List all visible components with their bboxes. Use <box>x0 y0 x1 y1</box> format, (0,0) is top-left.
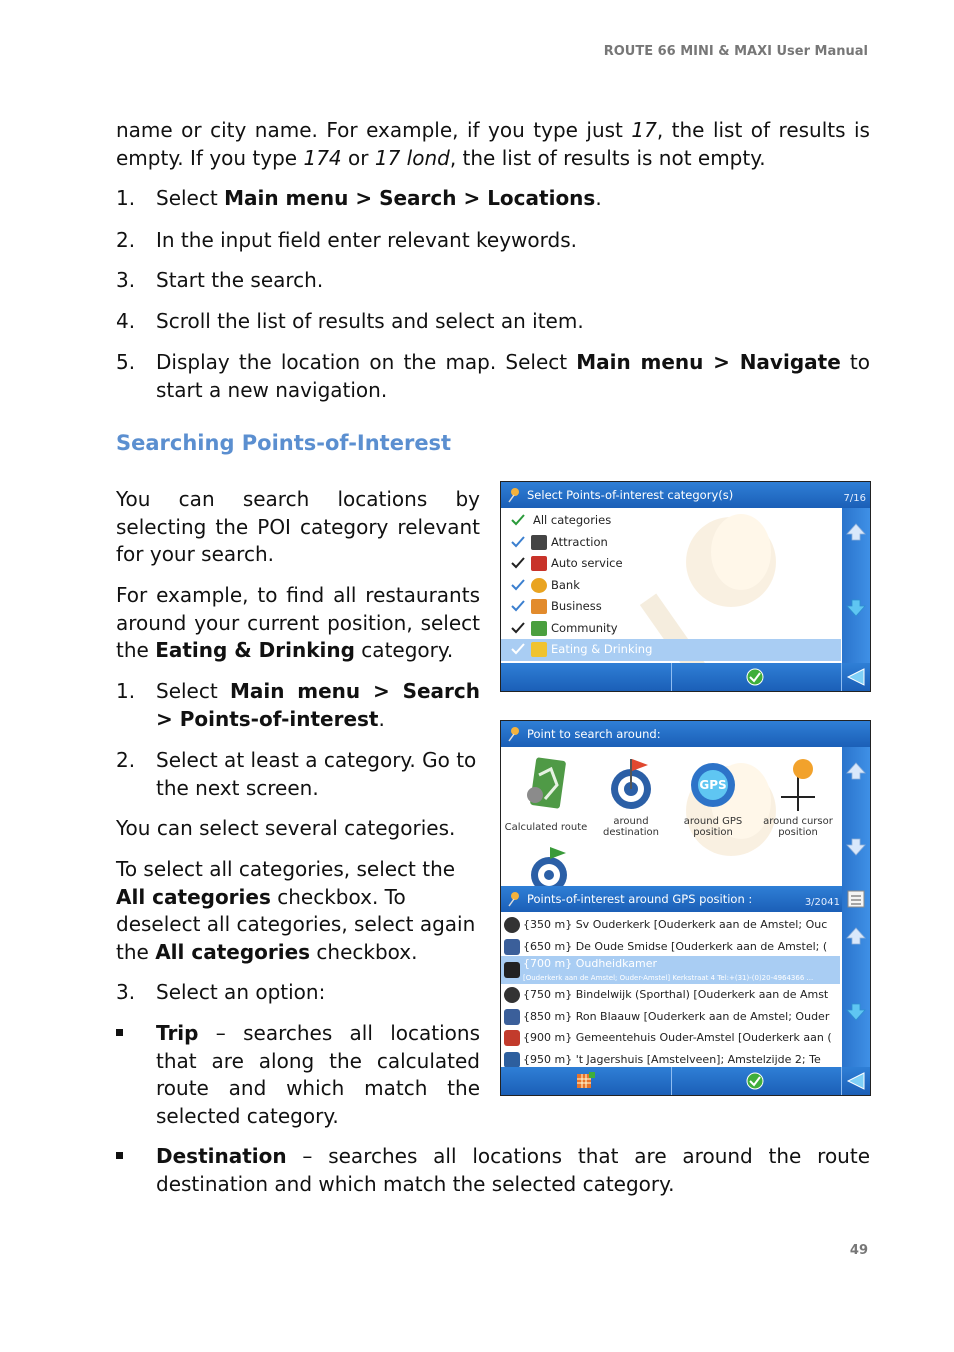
scroll-down-icon[interactable] <box>846 837 866 857</box>
category-row-eating-drinking[interactable]: Eating & Drinking <box>501 639 841 661</box>
category-grid-icon[interactable] <box>576 1072 596 1090</box>
search-around-scrollbar[interactable] <box>842 747 870 887</box>
checkmark-icon <box>511 643 525 655</box>
town-hall-icon <box>504 1030 520 1046</box>
camera-icon <box>531 535 547 550</box>
restaurant-icon <box>504 1009 520 1025</box>
poi-result-row[interactable]: {850 m} Ron Blaauw [Ouderkerk aan de Amstel; Ouder <box>501 1006 840 1028</box>
poi-result-row[interactable]: {750 m} Bindelwijk (Sporthal) [Ouderkerk aan de Amst <box>501 984 840 1006</box>
money-bag-icon <box>531 578 547 593</box>
page-number: 49 <box>849 1243 868 1258</box>
category-titlebar: Select Points-of-interest category(s) 7/16 <box>501 482 870 508</box>
screenshot-search-around <box>500 720 871 1096</box>
category-row-community[interactable]: Community <box>501 618 841 640</box>
scroll-down-icon[interactable] <box>846 1002 866 1022</box>
bullet-mark <box>116 1029 123 1036</box>
back-icon[interactable] <box>846 667 866 687</box>
soccer-icon <box>504 917 520 933</box>
section-heading: Searching Points-of-Interest <box>116 431 452 455</box>
category-row-all[interactable]: All categories <box>501 510 841 532</box>
bullet-destination: Destination – searches all locations that are around the route destination and which match the selected category. <box>116 1143 870 1199</box>
option-calculated-route[interactable]: Calculated route <box>503 755 589 833</box>
community-icon <box>531 621 547 636</box>
museum-icon <box>504 962 520 978</box>
cursor-pin-icon <box>773 755 823 813</box>
building-icon <box>531 599 547 614</box>
confirm-check-icon[interactable] <box>746 1072 764 1090</box>
poi-results-panel <box>501 886 870 1095</box>
target-flag-icon <box>606 755 656 813</box>
category-scrollbar[interactable] <box>842 508 870 663</box>
bullet-trip: Trip – searches all locations that are along the calculated route and which match the selected category. <box>116 1020 480 1132</box>
option-around-gps[interactable]: GPS around GPS position <box>673 755 753 838</box>
hotel-icon <box>504 1052 520 1068</box>
poi-result-row[interactable]: {650 m} De Oude Smidse [Ouderkerk aan de Amstel; ( <box>501 936 840 958</box>
scroll-up-icon[interactable] <box>846 926 866 946</box>
checkmark-icon <box>511 557 525 569</box>
confirm-check-icon[interactable] <box>746 668 764 686</box>
car-icon <box>531 556 547 571</box>
restaurant-icon <box>504 939 520 955</box>
checkmark-icon <box>511 514 525 526</box>
route-icon <box>521 755 571 813</box>
checkmark-icon <box>511 600 525 612</box>
several-categories-note: You can select several categories. <box>116 816 456 840</box>
poi-results-bottombar <box>501 1067 870 1095</box>
poi-result-row-selected[interactable]: {700 m} Oudheidkamer [Ouderkerk aan de Amstel; Ouder-Amstel] Kerkstraat 4 Tel:+(31)-(0)20-4964366 ... <box>501 956 840 984</box>
poi-step-2: 2. Select at least a category. Go to the next screen. <box>116 748 477 800</box>
pushpin-icon <box>507 726 521 742</box>
category-row-auto-service[interactable]: Auto service <box>501 553 841 575</box>
food-icon <box>531 642 547 657</box>
checkmark-icon <box>511 579 525 591</box>
checkmark-icon <box>511 622 525 634</box>
poi-intro-paragraph: You can search locations by selecting the POI category relevant for your search. <box>116 487 480 566</box>
location-step-5: 5. Display the location on the map. Select Main menu > Navigate to start a new navigation. <box>116 350 871 402</box>
poi-result-row[interactable]: {950 m} 't Jagershuis [Amstelveen]; Amstelzijde 2; Te <box>501 1049 840 1071</box>
running-header: ROUTE 66 MINI & MAXI User Manual <box>603 44 868 59</box>
soccer-icon <box>504 987 520 1003</box>
scroll-down-icon[interactable] <box>846 598 866 618</box>
category-list <box>501 510 842 665</box>
scroll-up-icon[interactable] <box>846 761 866 781</box>
poi-example-paragraph: For example, to find all restaurants around your current position, select the Eating & Drinking category. <box>116 583 480 662</box>
poi-result-row[interactable]: {350 m} Sv Ouderkerk [Ouderkerk aan de Amstel; Ouc <box>501 914 840 936</box>
search-around-titlebar: Point to search around: <box>501 721 870 747</box>
checkmark-icon <box>511 536 525 548</box>
poi-results-scrollbar[interactable] <box>842 886 870 1067</box>
list-icon[interactable] <box>846 889 866 909</box>
gps-icon <box>688 755 738 813</box>
pushpin-icon <box>507 891 521 907</box>
poi-step-1: 1. Select Main menu > Search > Points-of-interest. <box>116 679 480 731</box>
category-row-attraction[interactable]: Attraction <box>501 532 841 554</box>
category-row-business[interactable]: Business <box>501 596 841 618</box>
bullet-mark <box>116 1152 123 1159</box>
back-icon[interactable] <box>846 1071 866 1091</box>
target-flag-icon <box>526 845 572 887</box>
intro-paragraph: name or city name. For example, if you type just 17, the list of results is empty. If you type 174 or 17 lond, the list of results is not empty. <box>116 118 870 170</box>
category-row-bank[interactable]: Bank <box>501 575 841 597</box>
poi-result-row[interactable]: {900 m} Gemeentehuis Ouder-Amstel [Ouderkerk aan ( <box>501 1027 840 1049</box>
screenshot-category-selection <box>500 481 871 692</box>
scroll-up-icon[interactable] <box>846 522 866 542</box>
pushpin-icon <box>507 487 521 503</box>
svg-text:GPS: GPS <box>699 778 727 792</box>
poi-results-titlebar: Points-of-interest around GPS position : 3/2041 <box>501 886 870 912</box>
option-around-destination[interactable]: around destination <box>591 755 671 838</box>
all-categories-note: To select all categories, select the All categories checkbox. To deselect all categories, select again the All categories checkbox. <box>116 857 476 964</box>
option-around-cursor[interactable]: around cursor position <box>757 755 839 838</box>
category-bottombar <box>501 663 870 691</box>
